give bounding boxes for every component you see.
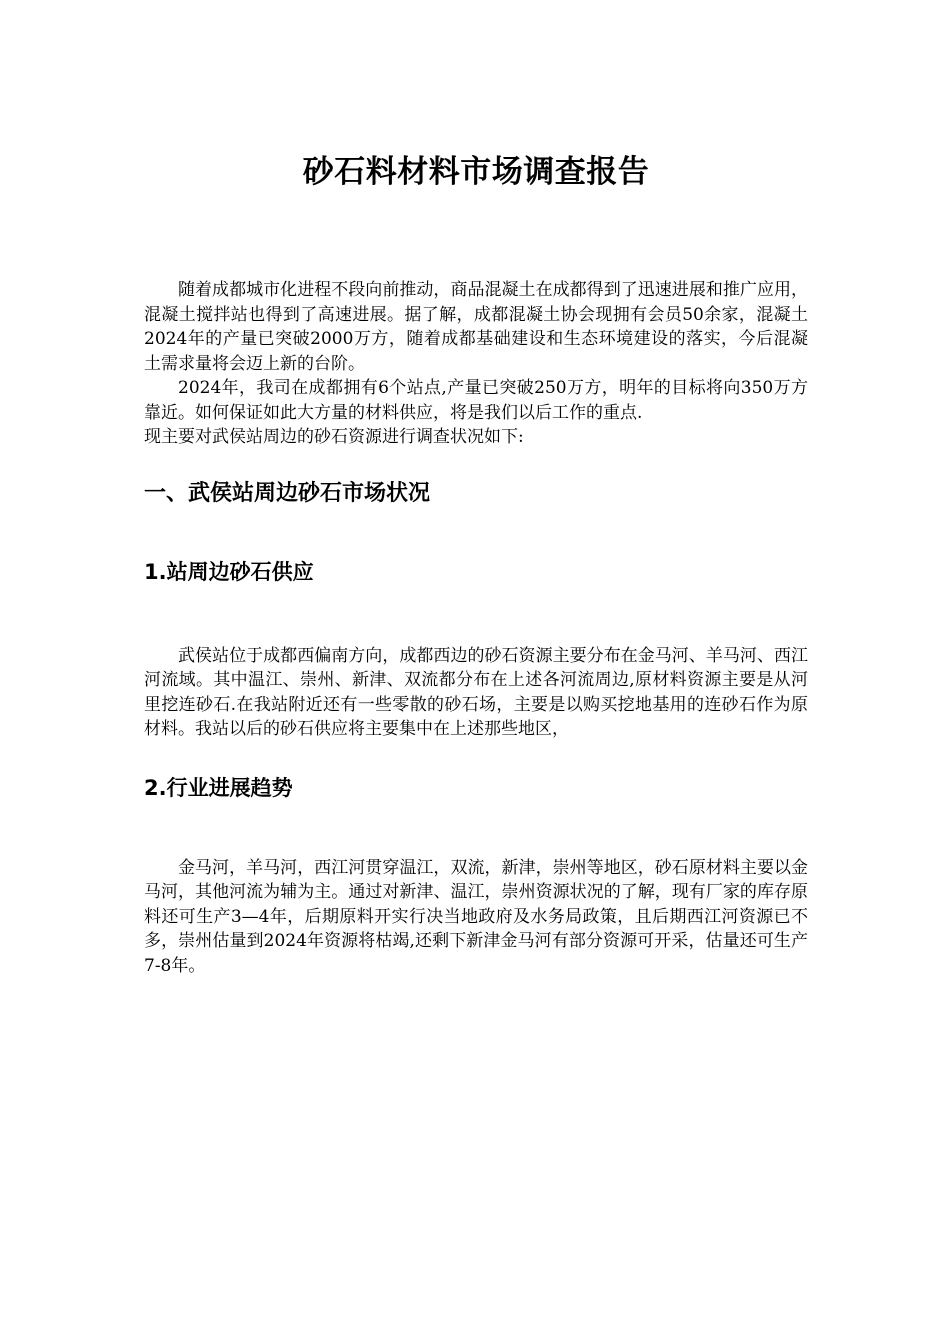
subsection-heading-2: 2.行业进展趋势 (144, 775, 293, 800)
section-heading-1: 一、武侯站周边砂石市场状况 (144, 480, 431, 506)
subsection-2-body: 金马河，羊马河，西江河贯穿温江，双流，新津，崇州等地区，砂石原材料主要以金马河，其他河流为辅为主。通过对新津、温江，崇州资源状况的了解，现有厂家的库存原料还可生产3—4年，后期原料开实行决当地政府及水务局政策，且后期西江河资源已不多，崇州估量到2024年资源将枯竭,还剩下新津金马河有部分资源可开采，估量还可生产7-8年。 (144, 857, 808, 976)
subsection-heading-1: 1.站周边砂石供应 (144, 559, 314, 584)
intro-paragraph-2: 2024年，我司在成都拥有6个站点,产量已突破250万方，明年的目标将向350万方靠近。如何保证如此大方量的材料供应，将是我们以后工作的重点. (144, 378, 808, 423)
document-body (144, 150, 808, 978)
intro-paragraph-3: 现主要对武侯站周边的砂石资源进行调查状况如下: (144, 427, 524, 447)
subsection-1-body: 武侯站位于成都西偏南方向，成都西边的砂石资源主要分布在金马河、羊马河、西江河流域。其中温江、崇州、新津、双流都分布在上述各河流周边,原材料资源主要是从河里挖连砂石.在我站附近还有一些零散的砂石场，主要是以购买挖地基用的连砂石作为原材料。我站以后的砂石供应将主要集中在上述那些地区， (144, 645, 808, 739)
intro-paragraph-1: 随着成都城市化进程不段向前推动，商品混凝土在成都得到了迅速进展和推广应用，混凝土搅拌站也得到了高速进展。据了解，成都混凝土协会现拥有会员50余家，混凝土2024年的产量已突破2000万方，随着成都基础建设和生态环境建设的落实，今后混凝土需求量将会迈上新的台阶。 (144, 280, 808, 374)
document-title: 砂石料材料市场调查报告 (302, 154, 650, 190)
